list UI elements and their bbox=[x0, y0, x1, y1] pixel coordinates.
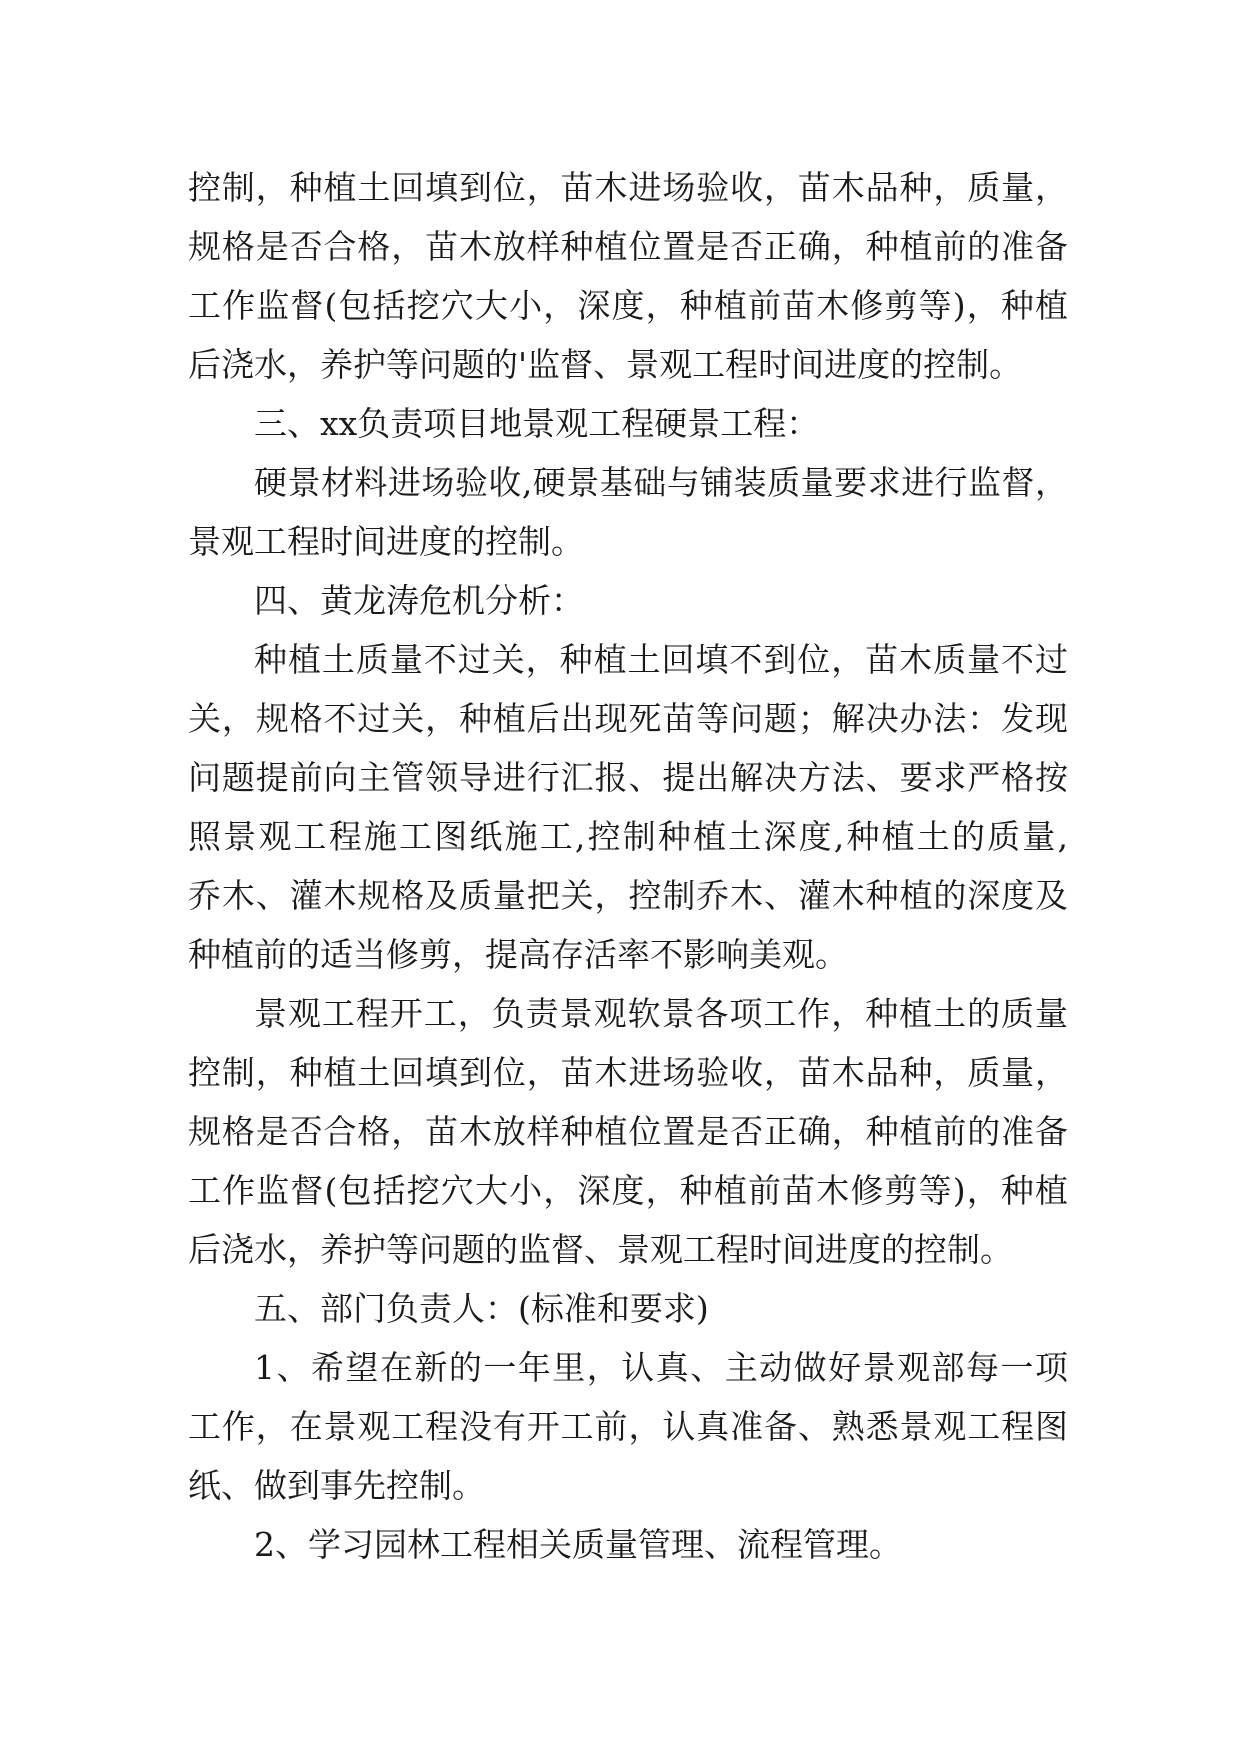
text-line: 乔木、灌木规格及质量把关，控制乔木、灌木种植的深度及 bbox=[188, 876, 1068, 915]
text-line: 1、希望在新的一年里，认真、主动做好景观部每一项 bbox=[254, 1348, 1068, 1387]
text-line: 种植土质量不过关，种植土回填不到位，苗木质量不过 bbox=[254, 640, 1068, 679]
text-line: 工作监督(包括挖穴大小，深度，种植前苗木修剪等)，种植 bbox=[188, 1171, 1068, 1210]
text-line: 控制，种植土回填到位，苗木进场验收，苗木品种，质量， bbox=[188, 168, 1068, 207]
text-line: 五、部门负责人：(标准和要求) bbox=[254, 1289, 709, 1328]
text-line: 关，规格不过关，种植后出现死苗等问题；解决办法：发现 bbox=[188, 699, 1068, 738]
text-line: 三、xx负责项目地景观工程硬景工程： bbox=[254, 404, 820, 443]
text-line: 后浇水，养护等问题的监督、景观工程时间进度的控制。 bbox=[188, 1230, 1013, 1269]
text-line: 纸、做到事先控制。 bbox=[188, 1466, 485, 1505]
text-line: 规格是否合格，苗木放样种植位置是否正确，种植前的准备 bbox=[188, 227, 1068, 266]
text-line: 后浇水，养护等问题的'监督、景观工程时间进度的控制。 bbox=[188, 345, 1023, 384]
text-line: 控制，种植土回填到位，苗木进场验收，苗木品种，质量， bbox=[188, 1053, 1068, 1092]
text-line: 照景观工程施工图纸施工,控制种植土深度,种植土的质量, bbox=[188, 817, 1068, 856]
text-line: 景观工程时间进度的控制。 bbox=[188, 522, 584, 561]
text-line: 问题提前向主管领导进行汇报、提出解决方法、要求严格按 bbox=[188, 758, 1068, 797]
text-line: 硬景材料进场验收,硬景基础与铺装质量要求进行监督， bbox=[254, 463, 1068, 502]
document-body bbox=[188, 158, 1068, 1574]
text-line: 工作监督(包括挖穴大小，深度，种植前苗木修剪等)，种植 bbox=[188, 286, 1068, 325]
text-line: 种植前的适当修剪，提高存活率不影响美观。 bbox=[188, 935, 848, 974]
text-line: 工作，在景观工程没有开工前，认真准备、熟悉景观工程图 bbox=[188, 1407, 1068, 1446]
text-line: 2、学习园林工程相关质量管理、流程管理。 bbox=[254, 1525, 902, 1564]
text-line: 四、黄龙涛危机分析： bbox=[254, 581, 584, 620]
text-line: 规格是否合格，苗木放样种植位置是否正确，种植前的准备 bbox=[188, 1112, 1068, 1151]
text-line: 景观工程开工，负责景观软景各项工作，种植土的质量 bbox=[254, 994, 1068, 1033]
